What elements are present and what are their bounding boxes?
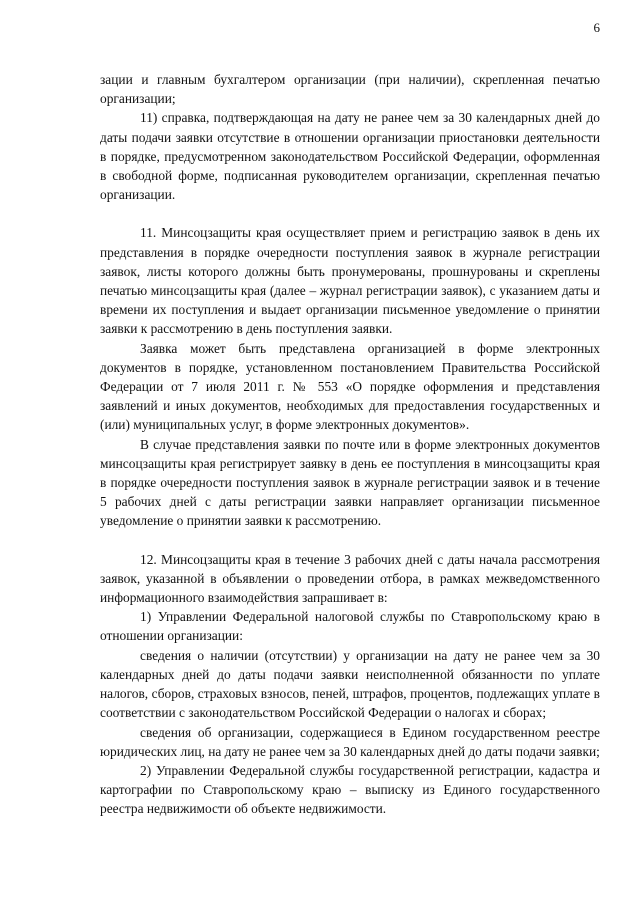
page-number: 6 [593,20,600,35]
paragraph: В случае представления заявки по почте или в форме электронных документов минсоцзащиты края регистрирует заявку в день ее поступления в минсоцзащиты края в порядке очередности поступления заявок в журнале регистрации заявок и в течение 5 рабочих дней с даты регистрации заявки направляет организации письменное уведомление о принятии заявки к рассмотрению. [100,436,600,529]
paragraph: 12. Минсоцзащиты края в течение 3 рабочих дней с даты начала рассмотрения заявок, указанной в объявлении о проведении отбора, в рамках межведомственного информационного взаимодействия запрашивает в: [100,551,600,606]
paragraph: Заявка может быть представлена организацией в форме электронных документов в порядке, установленном постановлением Правительства Российской Федерации от 7 июля 2011 г. № 553 «О порядке оформления и представления заявлений и иных документов, необходимых для предоставления государственных и (или) муниципальных услуг, в форме электронных документов». [100,340,600,433]
paragraph: 1) Управлении Федеральной налоговой службы по Ставропольскому краю в отношении организации: [100,609,600,644]
paragraph: 11. Минсоцзащиты края осуществляет прием и регистрацию заявок в день их представления в порядке очередности поступления заявок в журнале регистрации заявок, листы которого должны быть пронумерованы, прошнурованы и скреплены печатью минсоцзащиты края (далее – журнал регистрации заявок), с указанием даты и времени их поступления и выдает организации письменное уведомление о принятии заявки к рассмотрению в день поступления заявки. [100,225,600,337]
paragraph: 2) Управлении Федеральной службы государственной регистрации, кадастра и картографии по Ставропольскому краю – выписку из Единого государственного реестра недвижимости об объекте недвижимости. [100,762,600,817]
paragraph: зации и главным бухгалтером организации (при наличии), скрепленная печатью организации; [100,72,600,107]
paragraph: сведения о наличии (отсутствии) у организации на дату не ранее чем за 30 календарных дней до даты подачи заявки неисполненной обязанности по уплате налогов, сборов, страховых взносов, пеней, штрафов, процентов, подлежащих уплате в соответствии с законодательством Российской Федерации о налогах и сборах; [100,647,600,721]
paragraph: сведения об организации, содержащиеся в Едином государственном реестре юридических лиц, на дату не ранее чем за 30 календарных дней до даты подачи заявки; [100,724,600,759]
paragraph: 11) справка, подтверждающая на дату не ранее чем за 30 календарных дней до даты подачи заявки отсутствие в отношении организации приостановки деятельности в порядке, предусмотренном законодательством Российской Федерации, оформленная в свободной форме, подписанная руководителем организации, скрепленная печатью организации. [100,110,600,203]
document-body [100,70,600,819]
